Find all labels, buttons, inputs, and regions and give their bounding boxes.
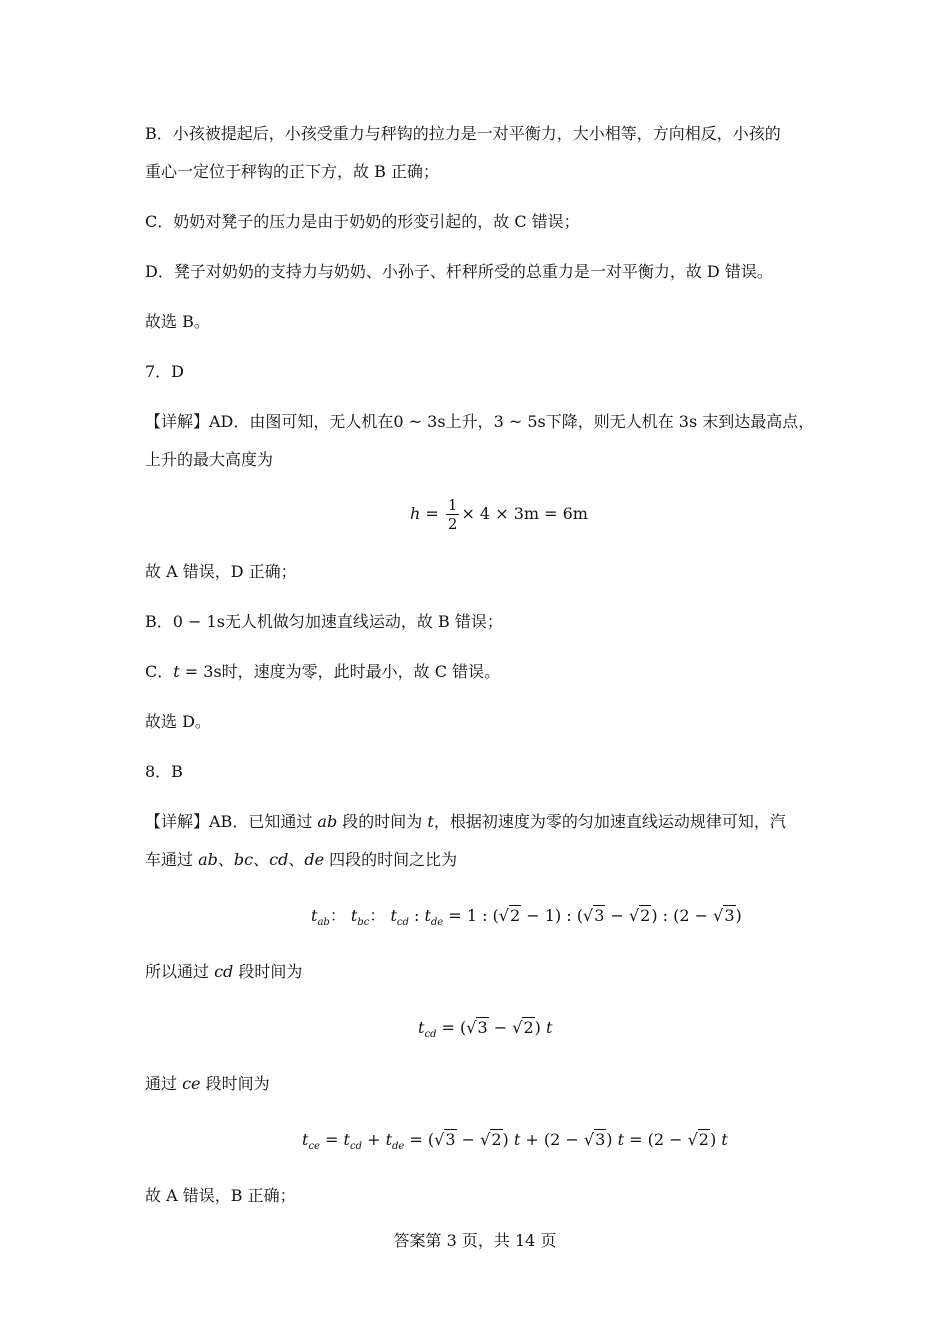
q7-option-b: B．0 − 1s无人机做匀加速直线运动，故 B 错误； — [145, 612, 503, 631]
choose-answer-6: 故选 B。 — [145, 312, 210, 331]
q8-cd-intro: 所以通过 cd 段时间为 — [145, 962, 303, 981]
q7-conclusion-a: 故 A 错误，D 正确； — [145, 562, 297, 581]
choose-answer-7: 故选 D。 — [145, 712, 211, 731]
q8-detail-line2: 车通过 ab、bc、cd、de 四段的时间之比为 — [145, 850, 458, 869]
q7-height-equation: h = $\frac{1}{2}$ × 4 × 3m = 6m — [410, 496, 588, 533]
question-7-answer: 7．D — [145, 362, 185, 381]
q8-tce-equation: $t_{ce} = t_{cd} + t_{de} = (√3 - √2) t + (2 - √3) t = (2 - √2)$ t — [302, 1130, 728, 1152]
option-b-line2: 重心一定位于秤钩的正下方，故 B 正确； — [145, 162, 439, 181]
q7-option-c: C．t = 3s时，速度为零，此时最小，故 C 错误。 — [145, 662, 501, 681]
q8-tcd-equation: $t_{cd} = (√3 - √2)$ t — [418, 1018, 553, 1040]
q7-detail-line2: 上升的最大高度为 — [145, 450, 274, 469]
option-d: D．凳子对奶奶的支持力与奶奶、小孙子、杆秤所受的总重力是一对平衡力，故 D 错误。 — [145, 262, 773, 281]
question-8-answer: 8．B — [145, 762, 183, 781]
fraction-half: $\frac{1}{2}$ — [447, 496, 458, 533]
page-footer: 答案第 3 页，共 14 页 — [393, 1231, 557, 1250]
q8-time-ratio-equation: $t_{ab}$： $t_{bc}$： $t_{cd}$ : $t_{de} = 1$ : (√2 − 1) : (√3 − √2) : (2 − √3) — [311, 906, 742, 928]
q8-detail-line1: 【详解】AB．已知通过 ab 段的时间为 t，根据初速度为零的匀加速直线运动规律可知，汽 — [145, 812, 786, 831]
q7-detail-line1: 【详解】AD．由图可知，无人机在0 ~ 3s上升，3 ~ 5s下降，则无人机在 3s 末到达最高点， — [145, 412, 815, 431]
q8-conclusion-a: 故 A 错误，B 正确； — [145, 1186, 296, 1205]
q8-ce-intro: 通过 ce 段时间为 — [145, 1074, 270, 1093]
option-b-line1: B．小孩被提起后，小孩受重力与秤钩的拉力是一对平衡力，大小相等，方向相反，小孩的 — [145, 124, 781, 143]
option-c: C．奶奶对凳子的压力是由于奶奶的形变引起的，故 C 错误； — [145, 212, 580, 231]
